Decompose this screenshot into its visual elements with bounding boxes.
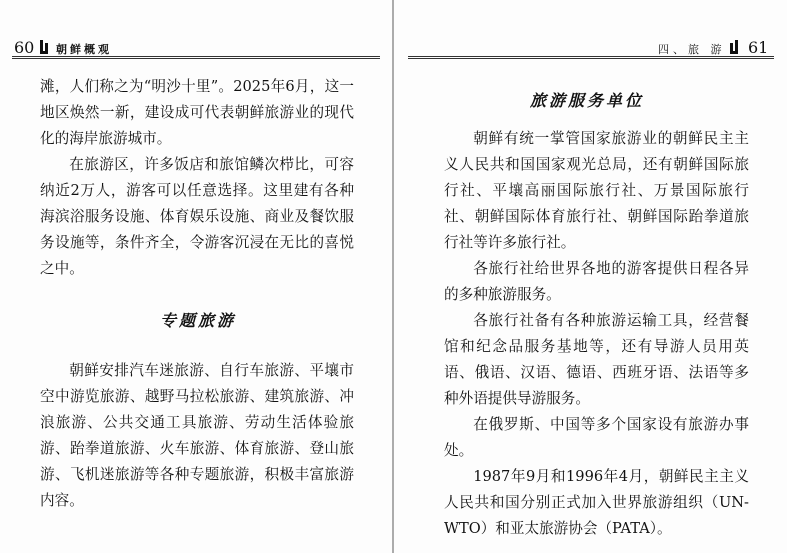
running-header-left: 朝鲜概观	[56, 43, 112, 56]
page-number-right: 61	[748, 38, 769, 57]
paragraph: 各旅行社给世界各地的游客提供日程各异的多种旅游服务。	[444, 260, 749, 303]
header-bracket-mark-left	[40, 40, 48, 54]
left-text-bottom	[40, 358, 354, 514]
paragraph: 朝鲜安排汽车迷旅游、自行车旅游、平壤市空中游览旅游、越野马拉松旅游、建筑旅游、冲浪旅游、公共交通工具旅游、劳动生活体验旅游、跆拳道旅游、火车旅游、体育旅游、登山旅游、飞机迷旅游等各种专题旅游，积极丰富旅游内容。	[40, 362, 354, 509]
header-rule-right	[408, 56, 774, 59]
page-number-left: 60	[14, 38, 35, 57]
paragraph: 朝鲜有统一掌管国家旅游业的朝鲜民主主义人民共和国国家观光总局，还有朝鲜国际旅行社、平壤高丽国际旅行社、万景国际旅行社、朝鲜国际体育旅行社、朝鲜国际跆拳道旅行社等许多旅行社。	[444, 130, 749, 251]
continued-paragraph: 滩，人们称之为“明沙十里”。2025年6月，这一地区焕然一新，建设成可代表朝鲜旅游业的现代化的海岸旅游城市。	[40, 78, 354, 147]
paragraph: 在俄罗斯、中国等多个国家设有旅游办事处。	[444, 416, 749, 459]
running-header-right: 四、旅 游	[658, 43, 726, 56]
left-text-top	[40, 74, 354, 282]
section-heading-special-tours: 专题旅游	[160, 311, 237, 330]
left-page	[0, 0, 393, 553]
right-text	[444, 126, 749, 542]
section-heading-travel-services: 旅游服务单位	[530, 91, 645, 110]
paragraph: 各旅行社备有各种旅游运输工具，经营餐馆和纪念品服务基地等，还有导游人员用英语、俄语、汉语、德语、西班牙语、法语等多种外语提供导游服务。	[444, 312, 749, 407]
paragraph: 1987年9月和1996年4月，朝鲜民主主义人民共和国分别正式加入世界旅游组织（UN-WTO）和亚太旅游协会（PATA）。	[444, 468, 749, 537]
header-rule-left	[12, 56, 380, 59]
header-bracket-mark-right	[730, 40, 738, 54]
paragraph: 在旅游区，许多饭店和旅馆鳞次栉比，可容纳近2万人，游客可以任意选择。这里建有各种海滨浴服务设施、体育娱乐设施、商业及餐饮服务设施等，条件齐全，令游客沉浸在无比的喜悦之中。	[40, 156, 354, 277]
right-page	[394, 0, 787, 553]
